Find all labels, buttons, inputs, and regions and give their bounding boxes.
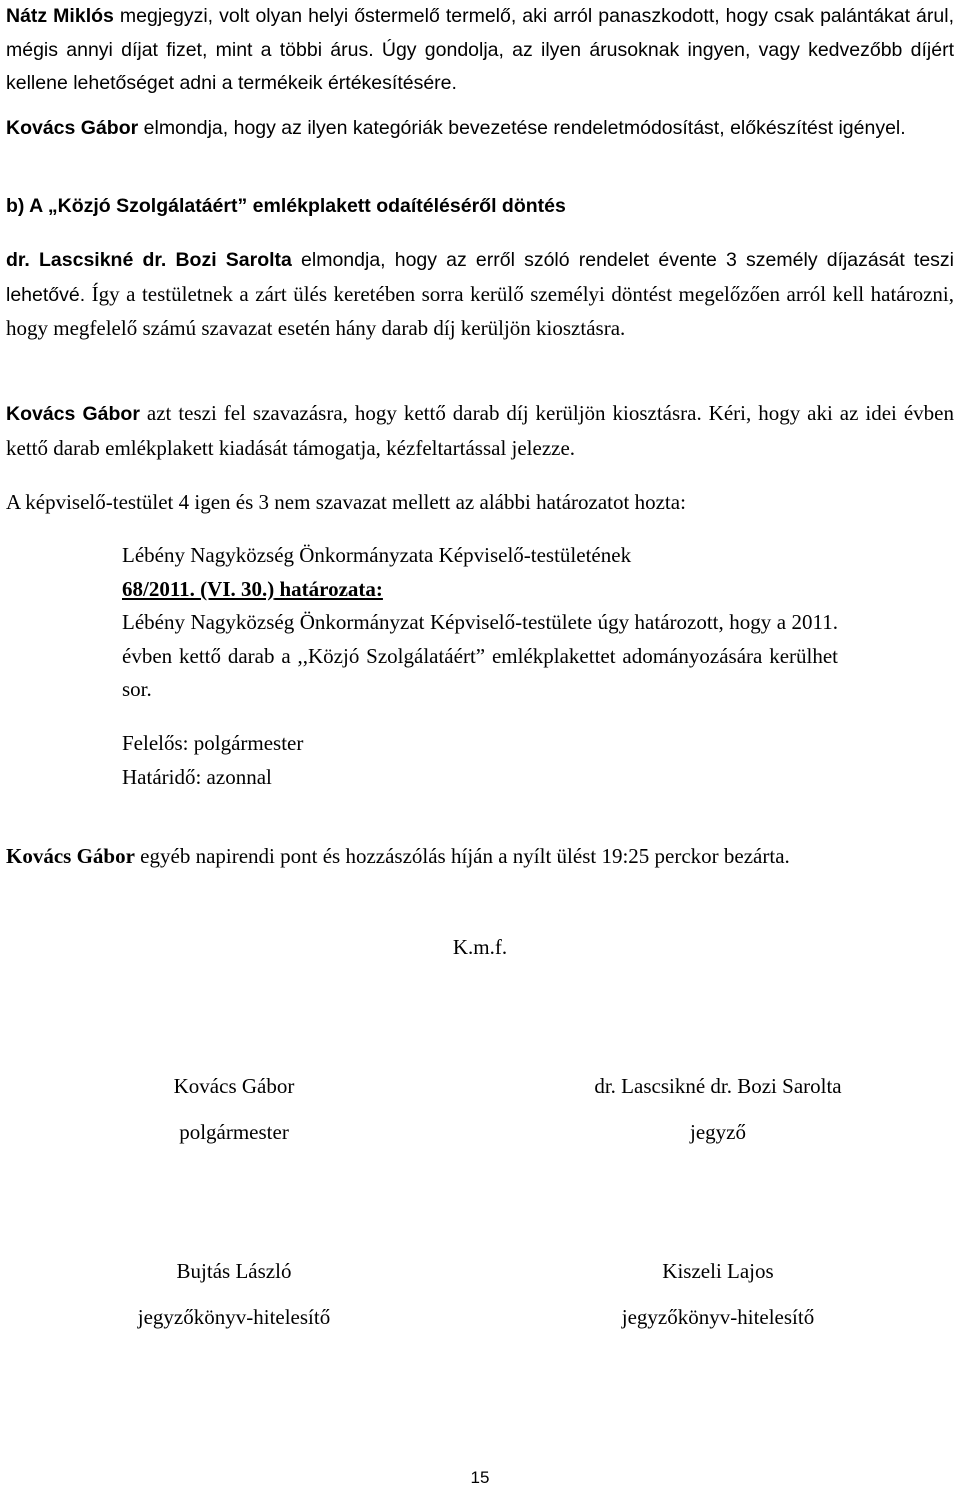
speaker-name: Nátz Miklós bbox=[6, 5, 114, 27]
paragraph-text: megjegyzi, volt olyan helyi őstermelő termelő, aki arról panaszkodott, hogy csak palántákat árul, mégis annyi díjat fizet, mint a többi árus. Úgy gondolja, az ilyen árusoknak ingyen, vagy kedvezőbb díjért kellene lehetőséget adni a termékeik értékesítésére. bbox=[6, 5, 954, 94]
resolution-body-name: Lébény Nagyközség Önkormányzata Képviselő-testületének bbox=[122, 543, 632, 567]
resolution-number: 68/2011. (VI. 30.) bbox=[122, 576, 275, 601]
paragraph-natz-miklos bbox=[6, 0, 954, 101]
paragraph-text: azt teszi fel szavazásra, hogy kettő darab díj kerüljön kiosztásra. Kéri, hogy aki az idei évben kettő darab emlékplakett kiadását támogatja, kézfeltartással jelezze. bbox=[6, 401, 955, 460]
signature-role: jegyzőkönyv-hitelesítő bbox=[621, 1305, 815, 1329]
paragraph-kovacs-gabor-2 bbox=[6, 397, 954, 465]
signature-name: dr. Lascsikné dr. Bozi Sarolta bbox=[594, 1074, 842, 1098]
speaker-name: dr. Lascsikné dr. Bozi Sarolta bbox=[6, 249, 292, 271]
signature-name: Bujtás László bbox=[176, 1259, 292, 1283]
speaker-name: Kovács Gábor bbox=[6, 117, 139, 139]
resolution-number-line bbox=[122, 573, 838, 607]
page-number: 15 bbox=[470, 1468, 490, 1487]
signature-role: jegyzőkönyv-hitelesítő bbox=[137, 1305, 331, 1329]
resolution-meta bbox=[122, 727, 838, 794]
resolution-deadline: Határidő: azonnal bbox=[122, 764, 272, 789]
kmf-mark: K.m.f. bbox=[452, 935, 508, 959]
speaker-name: Kovács Gábor bbox=[6, 403, 140, 425]
signature-name: Kiszeli Lajos bbox=[662, 1259, 774, 1283]
paragraph-kovacs-gabor-1 bbox=[6, 112, 954, 146]
paragraph-text-serif: Így a testületnek a zárt ülés keretében sorra kerülő személyi döntést megelőzően arról kell határozni, hogy megfelelő számú szavazat esetén hány darab díj kerüljön kiosztásra. bbox=[6, 281, 954, 340]
signature-role: jegyző bbox=[690, 1120, 746, 1144]
paragraph-closing bbox=[6, 840, 954, 874]
paragraph-text: egyéb napirendi pont és hozzászólás híján a nyílt ülést 19:25 perckor bezárta. bbox=[134, 844, 790, 868]
resolution-block bbox=[122, 539, 838, 707]
vote-result-line: A képviselő-testület 4 igen és 3 nem szavazat mellett az alábbi határozatot hozta: bbox=[6, 490, 686, 514]
signature-mayor bbox=[134, 1063, 334, 1155]
paragraph-text: elmondja, hogy az ilyen kategóriák bevezetése rendeletmódosítást, előkészítést igényel. bbox=[138, 117, 906, 139]
signature-authenticator-1 bbox=[94, 1248, 374, 1340]
signature-authenticator-2 bbox=[578, 1248, 858, 1340]
signature-name: Kovács Gábor bbox=[173, 1074, 295, 1098]
resolution-text: Lébény Nagyközség Önkormányzat Képviselő-testülete úgy határozott, hogy a 2011. évben kettő darab a ,,Közjó Szolgálatáért” emlékplakettet adományozására kerülhet sor. bbox=[122, 610, 838, 701]
paragraph-jegyzo bbox=[6, 244, 954, 347]
speaker-name: Kovács Gábor bbox=[6, 844, 135, 868]
agenda-heading-b: b) A „Közjó Szolgálatáért” emlékplakett odaítéléséről döntés bbox=[6, 195, 566, 217]
paragraph-text-sans: elmondja, hogy az erről szóló rendelet évente 3 személy díjazását teszi lehetővé. bbox=[6, 249, 955, 306]
signature-role: polgármester bbox=[179, 1120, 289, 1144]
resolution-label: határozata: bbox=[274, 576, 383, 601]
signature-notary bbox=[548, 1063, 888, 1155]
resolution-responsible: Felelős: polgármester bbox=[122, 731, 304, 755]
